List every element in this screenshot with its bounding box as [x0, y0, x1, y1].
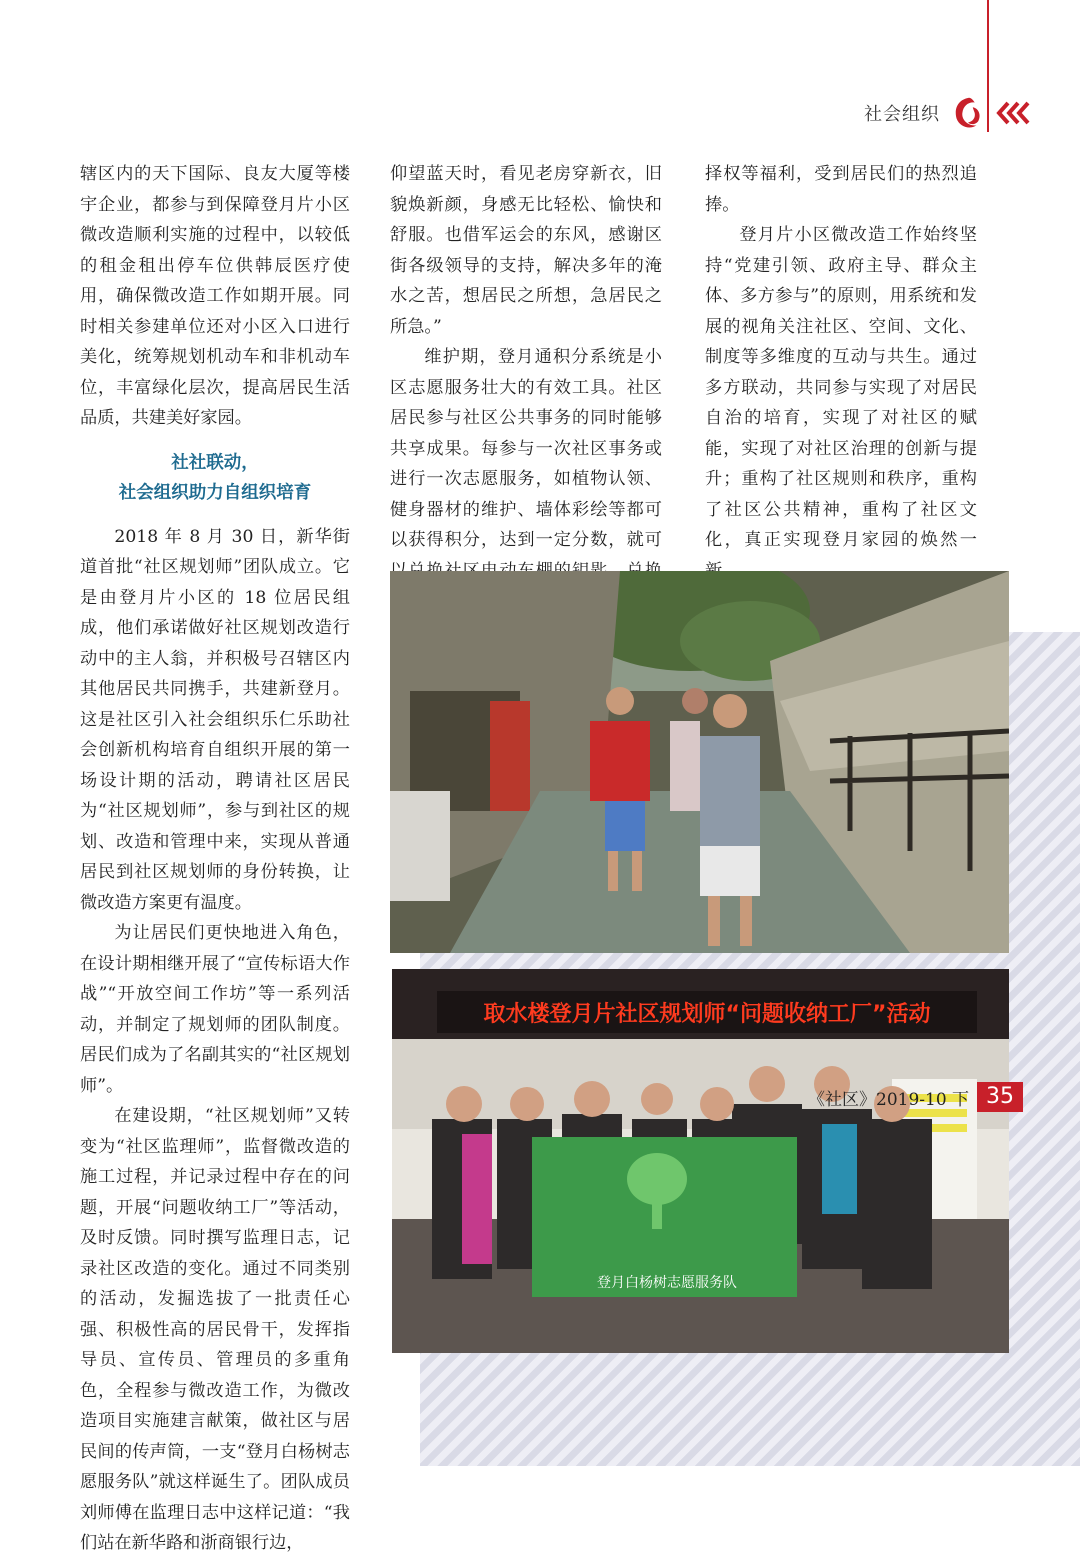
page-number: 35: [977, 1082, 1023, 1112]
paragraph: 在建设期，“社区规划师”又转变为“社区监理师”，监督微改造的施工过程，并记录过程中存在的问题，开展“问题收纳工厂”等活动，及时反馈。同时撰写监理日志，记录社区改造的变化。通过不同类别的活动，发掘选拔了一批责任心强、积极性高的居民骨干，发挥指导员、宣传员、管理员的多重角色，全程参与微改造工作，为微改造项目实施建言献策，做社区与居民间的传声筒，一支“登月白杨树志愿服务队”就这样诞生了。团队成员刘师傅在监理日志中这样记道：“我们站在新华路和浙商银行边，: [80, 1106, 350, 1553]
paragraph: 维护期，登月通积分系统是小区志愿服务壮大的有效工具。社区居民参与社区公共事务的同时能够共享成果。每参与一次社区事务或进行一次志愿服务，如植物认领、健身器材的维护、墙体彩绘等都可以获得积分，达到一定分数，就可: [390, 347, 662, 550]
magazine-logo-icon: [950, 94, 988, 132]
article-column-2: [390, 159, 662, 617]
paragraph: 辖区内的天下国际、良友大厦等楼宇企业，都参与到保障登月片小区微改造顺利实施的过程中，以较低的租金租出停车位供韩辰医疗使用，确保微改造工作如期开展。同时相关参建单位还对小区入口进行美化，统筹规划机动车和非机动车位，丰富绿化层次，提高居民生活品质，共建美好家园。: [80, 164, 350, 428]
paragraph: 2018 年 8 月 30 日，新华街道首批“社区规划师”团队成立。它是由登月片小区的 18 位居民组成，他们承诺做好社区规划改造行动中的主人翁，并积极号召辖区内其他居民共同携手，共建新登月。这是社区引入社会组织乐仁乐助社会创新机构培育自组织开展的第一场设计期的活动，聘请社区居民为“社区规划师”，参与到社区的规划、改造和管理中来，实现从普通居民到社区规划师的身份转换，让微改造方案更有温度。: [80, 526, 350, 913]
double-chevron-icon: [996, 100, 1030, 126]
heading-line-1: 社社联动，: [171, 452, 259, 473]
photo-alley-inspection: [390, 571, 1009, 953]
publication-info: 《社区》2019-10 下: [808, 1089, 970, 1110]
section-heading: [80, 448, 350, 508]
article-column-3: [705, 159, 977, 621]
paragraph: 仰望蓝天时，看见老房穿新衣，旧貌焕新颜，身感无比轻松、愉快和舒服。也借军运会的东风，感谢区街各级领导的支持，解决多年的淹水之苦，想居民之所想，急居民之所急。”: [390, 164, 662, 337]
page-header: [864, 94, 1030, 132]
flag-text: 登月白杨树志愿服务队: [597, 1275, 737, 1291]
paragraph: 登月片小区微改造工作始终坚持“党建引领、政府主导、群众主体、多方参与”的原则，用系统和发展的视角关注社区、空间、文化、制度等多维度的互动与共生。通过多方联动，共同参与实现了对居民自治的培育，实现了对社区的赋能，实现了对社区治理的创新与提升；重构了社区规则和秩序，重构了社区公共精神，重构了社区文化，真正实现登月家园的焕然一: [705, 225, 977, 550]
section-name: 社会组织: [864, 104, 940, 125]
article-column-1: [80, 159, 350, 1559]
paragraph: 为让居民们更快地进入角色，在设计期相继开展了“宣传标语大作战”“开放空间工作坊”等一系列活动，并制定了规划师的团队制度。居民们成为了名副其实的“社区规划师”。: [80, 923, 350, 1096]
page-footer: [808, 1082, 1023, 1112]
paragraph: 择权等福利，受到居民们的热烈追捧。: [705, 164, 977, 215]
event-banner-text: 取水楼登月片社区规划师“问题收纳工厂”活动: [483, 1002, 931, 1027]
heading-line-2: 社会组织助力自组织培育: [118, 482, 312, 503]
photo-volunteer-team: [392, 969, 1009, 1353]
